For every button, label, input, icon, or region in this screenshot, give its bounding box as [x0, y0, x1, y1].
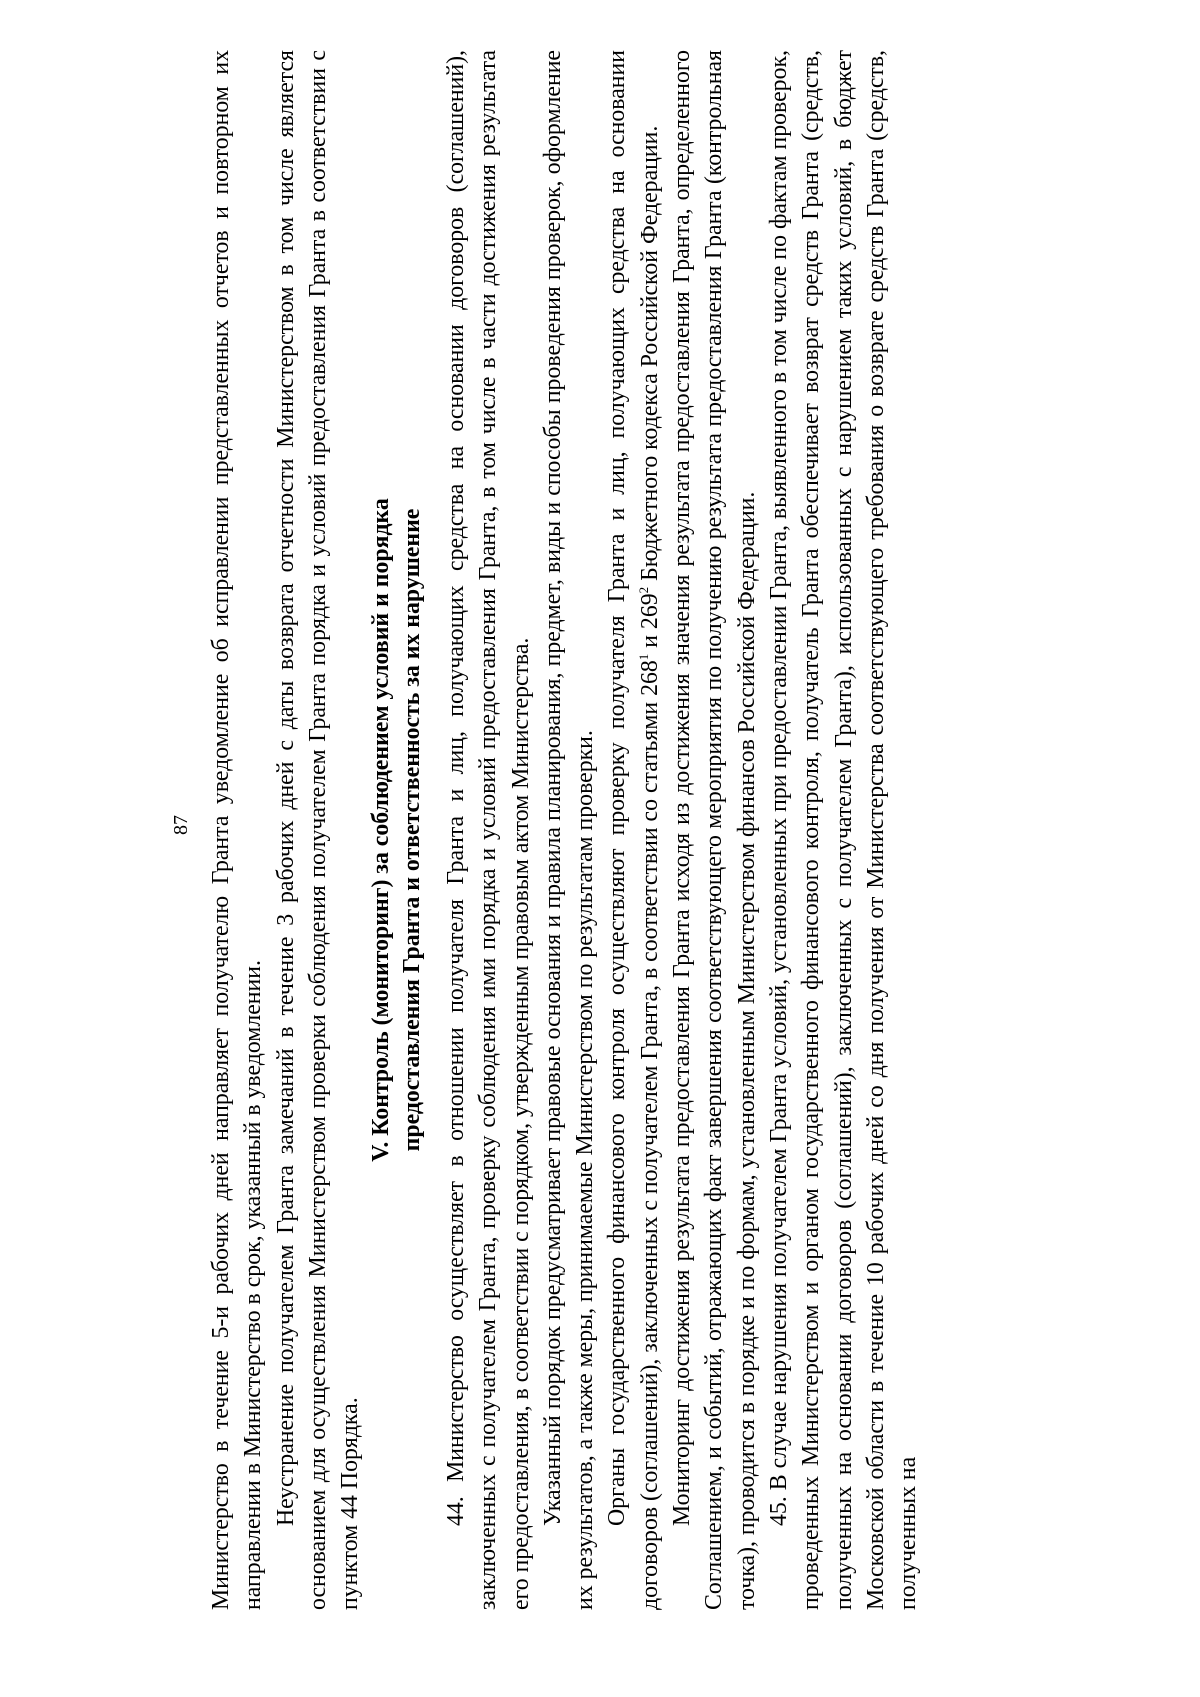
paragraph: Неустранение получателем Гранта замечаний в течение 3 рабочих дней с даты возврата отчетности Министерством в том числе является основанием для осуществления Министерством проверки соблюдения получателем Гранта порядка и условий предоставления Гранта в соответствии с пунктом 44 Порядка.: [272, 50, 364, 1610]
paragraph: 45. В случае нарушения получателем Гранта условий, установленных при предоставлении Гранта, выявленного в том числе по фактам проверок, проведенных Министерством и органом государственного финансового контроля, получатель Гранта обеспечивает возврат средств Гранта (средств, полученных на основании договоров (соглашений), заключенных с получателем Гранта), использованных с нарушением таких условий, в бюджет Московской области в течение 10 рабочих дней со дня получения от Министерства соответствующего требования о возврате средств Гранта (средств, полученных на: [765, 50, 922, 1610]
paragraph: Министерство в течение 5-и рабочих дней направляет получателю Гранта уведомление об исправлении представленных отчетов и повторном их направлении в Министерство в срок, указанный в уведомлении.: [208, 50, 267, 1610]
page-number: 87: [170, 815, 192, 835]
paragraph-part: Органы государственного финансового контроля осуществляют проверку получателя Гранта и лиц, получающих средства на основании договоров (соглашений), заключенных с получателем Гранта, в соответствии со статьями 268: [604, 50, 663, 1610]
paragraph: Указанный порядок предусматривает правовые основания и правила планирования, предмет, виды и способы проведения проверок, оформление их результатов, а также меры, принимаемые Министерством по результатам проверки.: [539, 50, 599, 1610]
top-text-block: [205, 50, 366, 1610]
paragraph: Мониторинг достижения результата предоставления Гранта исходя из достижения значения результата предоставления Гранта, определенного Соглашением, и событий, отражающих факт завершения соответствующего мероприятия по получению результата предоставления Гранта (контрольная точка), проводится в порядке и по формам, установленным Министерством финансов Российской Федерации.: [669, 50, 760, 1610]
paragraph-part: и 269: [636, 593, 663, 654]
paragraph: [601, 50, 666, 1610]
section-heading-line: предоставления Гранта и ответственность за их нарушение: [399, 508, 425, 1152]
superscript: 1: [635, 653, 651, 661]
section-heading-line: V. Контроль (мониторинг) за соблюдением условий и порядка: [368, 498, 394, 1162]
section-heading: [366, 50, 428, 1610]
superscript: 2: [635, 586, 651, 594]
paragraph-part: Бюджетного кодекса Российской Федерации.: [636, 125, 663, 587]
paragraph: 44. Министерство осуществляет в отношении получателя Гранта и лиц, получающих средства на основании договоров (соглашений), заключенных с получателем Гранта, проверку соблюдения ими порядка и условий предоставления Гранта, в том числе в части достижения результата его предоставления, в соответствии с порядком, утвержденным правовым актом Министерства.: [443, 50, 534, 1610]
rotated-page-content: [170, 50, 990, 1610]
main-text-block: [440, 50, 924, 1610]
